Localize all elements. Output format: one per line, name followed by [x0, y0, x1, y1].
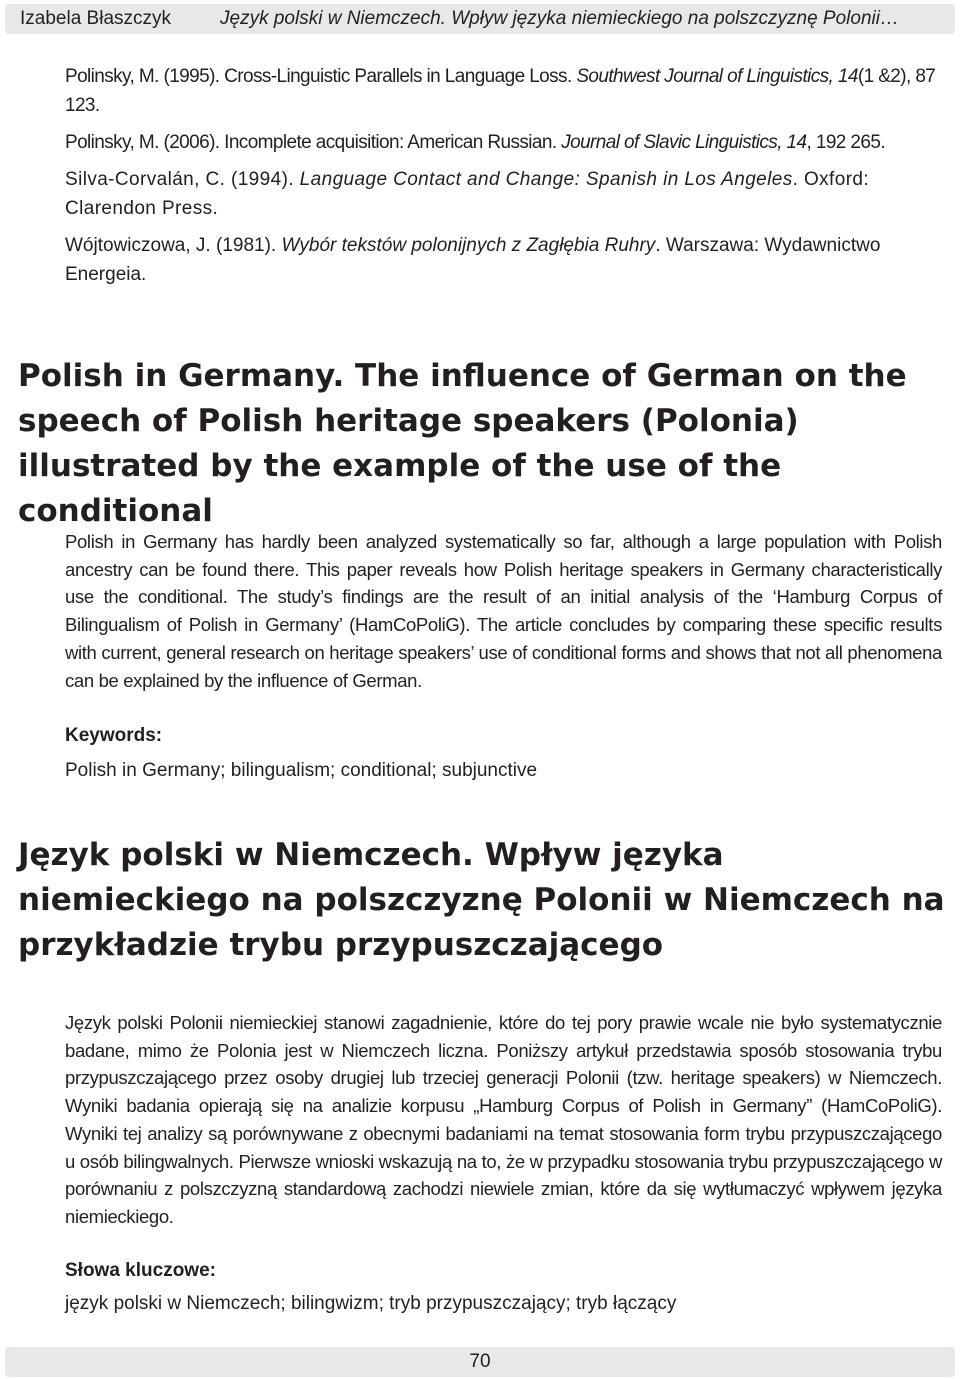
- reference-source: Language Contact and Change: Spanish in Los Angeles: [299, 169, 793, 190]
- reference-source: Journal of Slavic Linguistics, 14: [561, 132, 807, 153]
- polish-keywords-label: Słowa kluczowe:: [65, 1260, 216, 1281]
- running-header: [5, 4, 955, 34]
- english-abstract: Polish in Germany has hardly been analyzed systematically so far, although a large population with Polish ancestry can be found there. This paper reveals how Polish heritage speakers in Germany characteristically use the conditional. The study’s findings are the result of an initial analysis of the ‘Hamburg Corpus of Bilingualism of Polish in Germany’ (HamCoPoliG). The article concludes by comparing these specific results with current, general research on heritage speakers’ use of conditional forms and shows that not all phenomena can be explained by the influence of German.: [65, 531, 942, 691]
- reference-text: , 192 265.: [806, 132, 886, 153]
- reference-text: Silva-Corvalán, C. (1994).: [65, 169, 300, 190]
- reference-text: . Oxford: Clarendon Press.: [65, 169, 870, 219]
- reference-item: [65, 62, 945, 120]
- reference-text: . Warszawa: Wydawnictwo Energeia.: [65, 235, 881, 285]
- english-keywords-label: Keywords:: [65, 725, 163, 746]
- header-running-title: Język polski w Niemczech. Wpływ języka niemieckiego na polszczyznę Polonii…: [220, 8, 899, 29]
- reference-text: Polinsky, M. (2006). Incomplete acquisition: American Russian.: [65, 132, 562, 153]
- reference-source: Southwest Journal of Linguistics, 14: [576, 66, 858, 87]
- reference-source: Wybór tekstów polonijnych z Zagłębia Ruhry: [281, 235, 656, 256]
- page-number: 70: [469, 1351, 491, 1372]
- polish-keywords: język polski w Niemczech; bilingwizm; tryb przypuszczający; tryb łączący: [65, 1293, 677, 1314]
- reference-text: Polinsky, M. (1995). Cross-Linguistic Parallels in Language Loss.: [65, 66, 577, 87]
- polish-abstract: Język polski Polonii niemieckiej stanowi zagadnienie, które do tej pory prawie wcale nie było systematycznie badane, mimo że Polonia jest w Niemczech liczna. Poniższy artykuł przedstawia sposób stosowania trybu przypuszczającego przez osoby drugiej lub trzeciej generacji Polonii (tzw. heritage speakers) w Niemczech. Wyniki badania opierają się na analizie korpusu „Hamburg Corpus of Polish in Germany” (HamCoPoliG). Wyniki tej analizy są porównywane z obecnymi badaniami na temat stosowania form trybu przypuszczającego u osób bilingwalnych. Pierwsze wnioski wskazują na to, że w przypadku stosowania trybu przypuszczającego w porównaniu z polszczyzną standardową zachodzi niewiele zmian, które da się wytłumaczyć wpływem języka niemieckiego.: [65, 1012, 942, 1227]
- reference-item: [65, 231, 945, 289]
- english-title: Polish in Germany. The influence of German on the speech of Polish heritage speakers (Polonia) illustrated by the example of the use of the conditional: [18, 358, 907, 529]
- page-footer: [5, 1347, 955, 1377]
- reference-text: Wójtowiczowa, J. (1981).: [65, 235, 282, 256]
- header-author: Izabela Błaszczyk: [20, 8, 172, 29]
- english-keywords: Polish in Germany; bilingualism; conditional; subjunctive: [65, 760, 538, 781]
- reference-list: [65, 62, 945, 297]
- reference-item: [65, 165, 945, 223]
- reference-item: [65, 128, 945, 157]
- reference-text: (1 &2), 87 123.: [65, 66, 936, 116]
- polish-title: Język polski w Niemczech. Wpływ języka niemieckiego na polszczyznę Polonii w Niemczech na przykładzie trybu przypuszczającego: [18, 837, 945, 963]
